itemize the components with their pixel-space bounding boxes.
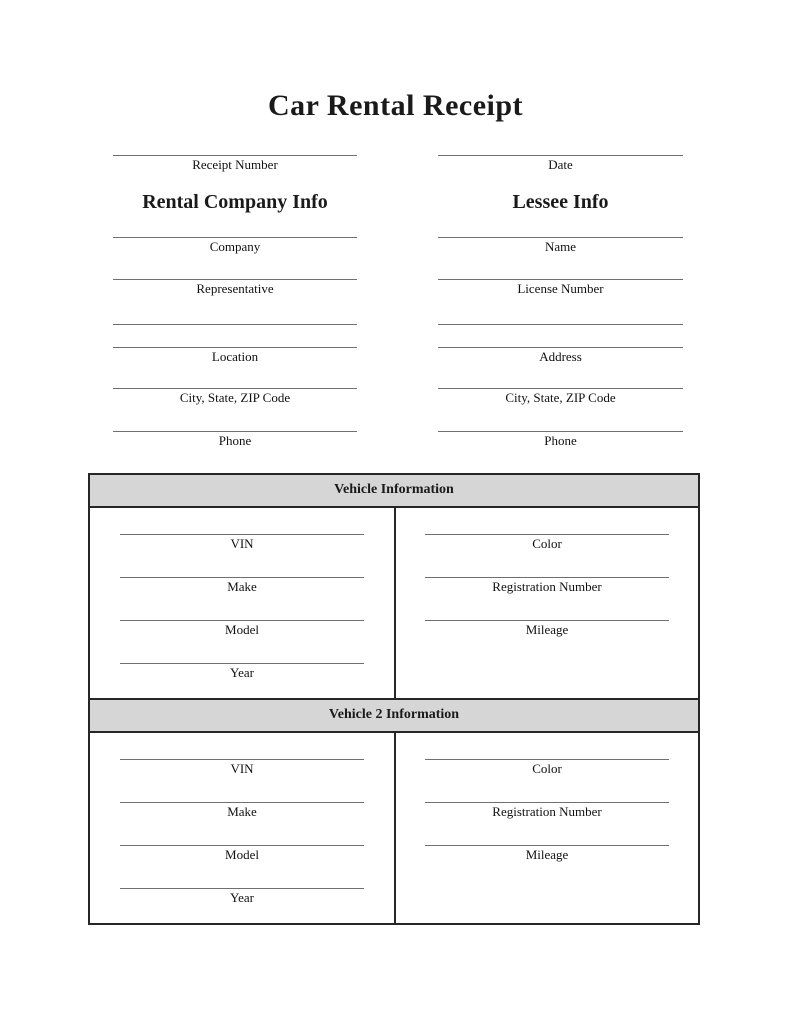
field-registration-number (425, 577, 669, 596)
field-label: Representative (196, 281, 274, 296)
field-registration-number (425, 802, 669, 821)
field-name (438, 237, 683, 256)
fill-in-line (438, 324, 683, 325)
field-label: Phone (544, 433, 577, 448)
top-info-grid (113, 155, 683, 450)
field-model (120, 845, 364, 864)
vehicle-table (88, 473, 700, 925)
field-address (438, 324, 683, 366)
field-make (120, 577, 364, 596)
vehicle-1-header: Vehicle Information (90, 475, 698, 508)
field-label: Location (211, 349, 259, 364)
field-label: Model (225, 622, 259, 637)
rental-company-column (113, 155, 357, 450)
lessee-heading: Lessee Info (512, 191, 609, 213)
field-color (425, 534, 669, 553)
field-label: Color (532, 761, 562, 776)
field-label: Year (230, 890, 254, 905)
field-label: Mileage (525, 622, 569, 637)
vehicle-1-left-cell (90, 508, 394, 698)
field-mileage (425, 620, 669, 639)
field-label: Model (225, 847, 259, 862)
field-label: Address (539, 349, 582, 364)
field-label: VIN (230, 536, 254, 551)
field-receipt-number (113, 155, 357, 174)
field-label: Make (227, 579, 257, 594)
field-label: City, State, ZIP Code (179, 390, 291, 405)
field-label: Receipt Number (192, 157, 278, 172)
field-label: License Number (517, 281, 604, 296)
field-label: Make (227, 804, 257, 819)
field-lessee-phone (438, 431, 683, 450)
field-company-phone (113, 431, 357, 450)
vehicle-2-left-cell (90, 733, 394, 923)
field-vin (120, 759, 364, 778)
fill-in-line (113, 324, 357, 325)
vehicle-1-right-cell (394, 508, 698, 698)
field-company (113, 237, 357, 256)
field-label: Registration Number (492, 804, 602, 819)
field-label: VIN (230, 761, 254, 776)
lessee-column (438, 155, 683, 450)
field-mileage (425, 845, 669, 864)
field-label: Registration Number (492, 579, 602, 594)
vehicle-2-right-cell (394, 733, 698, 923)
field-label: Date (548, 157, 573, 172)
field-location (113, 324, 357, 366)
field-year (120, 663, 364, 682)
field-color (425, 759, 669, 778)
field-model (120, 620, 364, 639)
field-company-city-state-zip (113, 388, 357, 407)
field-license-number (438, 279, 683, 298)
field-label: Name (544, 239, 577, 254)
field-year (120, 888, 364, 907)
field-make (120, 802, 364, 821)
field-label: City, State, ZIP Code (505, 390, 616, 405)
field-label: Mileage (525, 847, 569, 862)
rental-company-heading: Rental Company Info (142, 191, 328, 213)
page-title: Car Rental Receipt (267, 89, 524, 122)
vehicle-1-body (90, 508, 698, 698)
field-label: Year (230, 665, 254, 680)
field-label: Company (209, 239, 261, 254)
vehicle-2-body (90, 733, 698, 923)
field-label: Phone (218, 433, 252, 448)
field-lessee-city-state-zip (438, 388, 683, 407)
field-date (438, 155, 683, 174)
field-vin (120, 534, 364, 553)
field-label: Color (532, 536, 562, 551)
field-representative (113, 279, 357, 298)
vehicle-2-header: Vehicle 2 Information (90, 698, 698, 733)
